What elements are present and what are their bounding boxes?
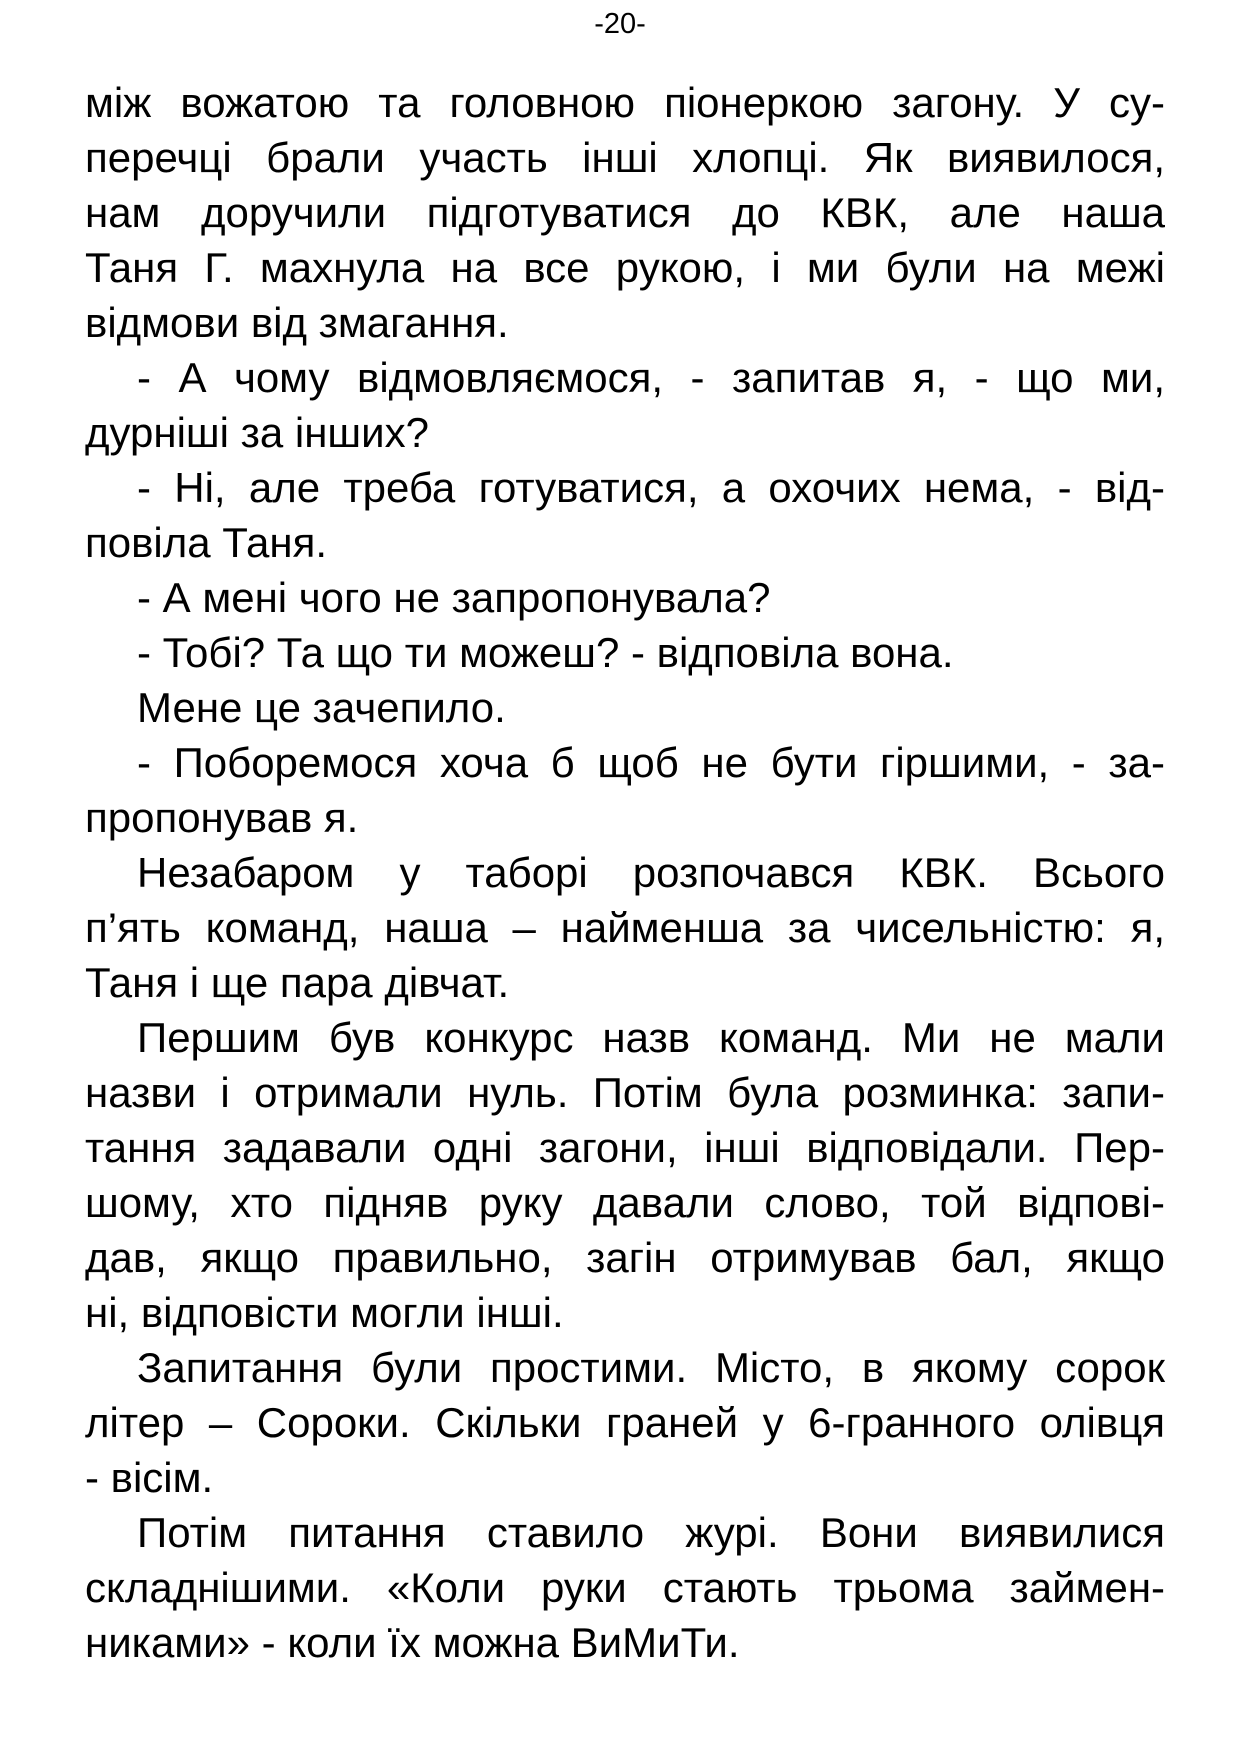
text-line: Мене це зачепило. [137,684,506,731]
text-line: - Тобі? Та що ти можеш? - відповіла вона. [137,629,954,676]
text-line: - А мені чого не запропонувала? [137,574,771,621]
text-line: п’ять команд, наша – найменша за чисельністю: я, [85,904,1165,951]
text-line: перечці брали участь інші хлопці. Як виявилося, [85,134,1165,181]
text-line: никами» - коли їх можна ВиМиТи. [85,1619,740,1666]
text-line: - Ні, але треба готуватися, а охочих нема, - від- [137,464,1165,511]
text-line: повіла Таня. [85,519,328,566]
text-line: тання задавали одні загони, інші відповідали. Пер- [85,1124,1165,1171]
text-line: Запитання були простими. Місто, в якому сорок [137,1344,1165,1391]
text-line: між вожатою та головною піонеркою загону. У су- [85,79,1165,126]
text-line: складнішими. «Коли руки стають трьома займен- [85,1564,1165,1611]
text-line: нам доручили підготуватися до КВК, але наша [85,189,1165,236]
text-line: шому, хто підняв руку давали слово, той відпові- [85,1179,1165,1226]
text-line: дурніші за інших? [85,409,429,456]
text-line: назви і отримали нуль. Потім була розминка: запи- [85,1069,1165,1116]
text-line: відмови від змагання. [85,299,509,346]
text-line: - вісім. [85,1454,214,1501]
text-line: літер – Сороки. Скільки граней у 6-гранного олівця [85,1399,1165,1446]
text-line: ні, відповісти могли інші. [85,1289,564,1336]
text-line: Таня Г. махнула на все рукою, і ми були на межі [85,244,1165,291]
page-text [85,75,1165,1670]
text-line: Незабаром у таборі розпочався КВК. Всього [137,849,1165,896]
page-number: -20- [594,8,646,40]
text-line: Потім питання ставило журі. Вони виявилися [137,1509,1165,1556]
text-line: - А чому відмовляємося, - запитав я, - що ми, [137,354,1165,401]
text-line: дав, якщо правильно, загін отримував бал, якщо [85,1234,1165,1281]
text-line: - Поборемося хоча б щоб не бути гіршими, - за- [137,739,1165,786]
text-line: Таня і ще пара дівчат. [85,959,510,1006]
text-line: пропонував я. [85,794,359,841]
text-line: Першим був конкурс назв команд. Ми не мали [137,1014,1165,1061]
